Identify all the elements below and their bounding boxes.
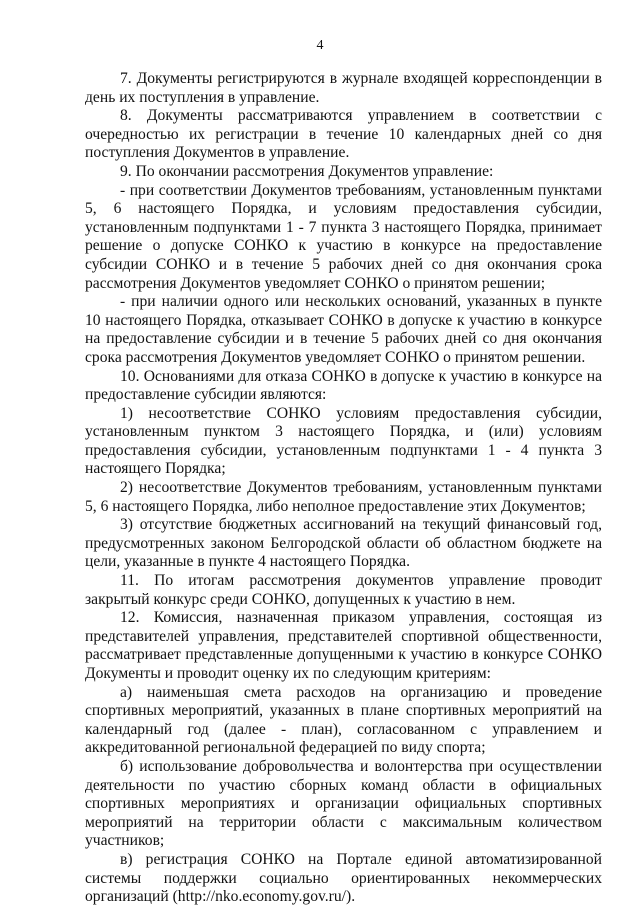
paragraph-12-criterion-a: а) наименьшая смета расходов на организацию и проведение спортивных мероприятий, указанных в плане спортивных мероприятий на календарный год (далее - план), согласованном с управлением и аккредитованной региональной федерацией по виду спорта; [85, 683, 602, 757]
paragraph-10-item-2: 2) несоответствие Документов требованиям, установленным пунктами 5, 6 настоящего Порядка, либо неполное предоставление этих Документов; [85, 479, 602, 515]
paragraph-12-criterion-b: б) использование добровольчества и волонтерства при осуществлении деятельности по участию сборных команд области в официальных спортивных мероприятиях и организации официальных спортивных мероприятий на территории области с максимальным количеством участников; [85, 757, 602, 850]
paragraph-12: 12. Комиссия, назначенная приказом управления, состоящая из представителей управления, представителей спортивной общественности, рассматривает представленные допущенными к участию в конкурсе СОНКО Документы и проводит оценку их по следующим критериям: [85, 609, 602, 682]
page-number: 4 [316, 38, 324, 53]
paragraph-7: 7. Документы регистрируются в журнале входящей корреспонденции в день их поступления в управление. [85, 70, 602, 106]
paragraph-12-criterion-c: в) регистрация СОНКО на Портале единой автоматизированной системы поддержки социально ориентированных некоммерческих организаций (http://nko.economy.gov.ru/). [85, 850, 602, 906]
paragraph-10-item-1: 1) несоответствие СОНКО условиям предоставления субсидии, установленным пунктом 3 настоящего Порядка, и (или) условиям предоставления субсидии, установленным подпунктами 1 - 4 пункта 3 настоящего Порядка; [85, 404, 602, 478]
paragraph-11: 11. По итогам рассмотрения документов управление проводит закрытый конкурс среди СОНКО, допущенных к участию в нем. [85, 572, 602, 608]
paragraph-9-item-admit: - при соответствии Документов требованиям, установленным пунктами 5, 6 настоящего Порядка, и условиям предоставления субсидии, установленным подпунктами 1 - 7 пункта 3 настоящего Порядка, принимает решение о допуске СОНКО к участию в конкурсе на предоставление субсидии СОНКО и в течение 5 рабочих дней со дня окончания срока рассмотрения Документов уведомляет СОНКО о принятом решении; [85, 181, 602, 292]
paragraph-10: 10. Основаниями для отказа СОНКО в допуске к участию в конкурсе на предоставление субсидии являются: [85, 367, 602, 404]
paragraph-9: 9. По окончании рассмотрения Документов управление: [120, 162, 494, 180]
paragraph-9-item-refuse: - при наличии одного или нескольких оснований, указанных в пункте 10 настоящего Порядка, отказывает СОНКО в допуске к участию в конкурсе на предоставление субсидии и в течение 5 рабочих дней со дня окончания срока рассмотрения Документов уведомляет СОНКО о принятом решении. [85, 293, 602, 366]
paragraph-8: 8. Документы рассматриваются управлением в соответствии с очередностью их регистрации в течение 10 календарных дней со дня поступления Документов в управление. [85, 107, 602, 162]
document-body [85, 70, 602, 907]
paragraph-10-item-3: 3) отсутствие бюджетных ассигнований на текущий финансовый год, предусмотренных законом Белгородской области об областном бюджете на цели, указанные в пункте 4 настоящего Порядка. [85, 516, 602, 571]
